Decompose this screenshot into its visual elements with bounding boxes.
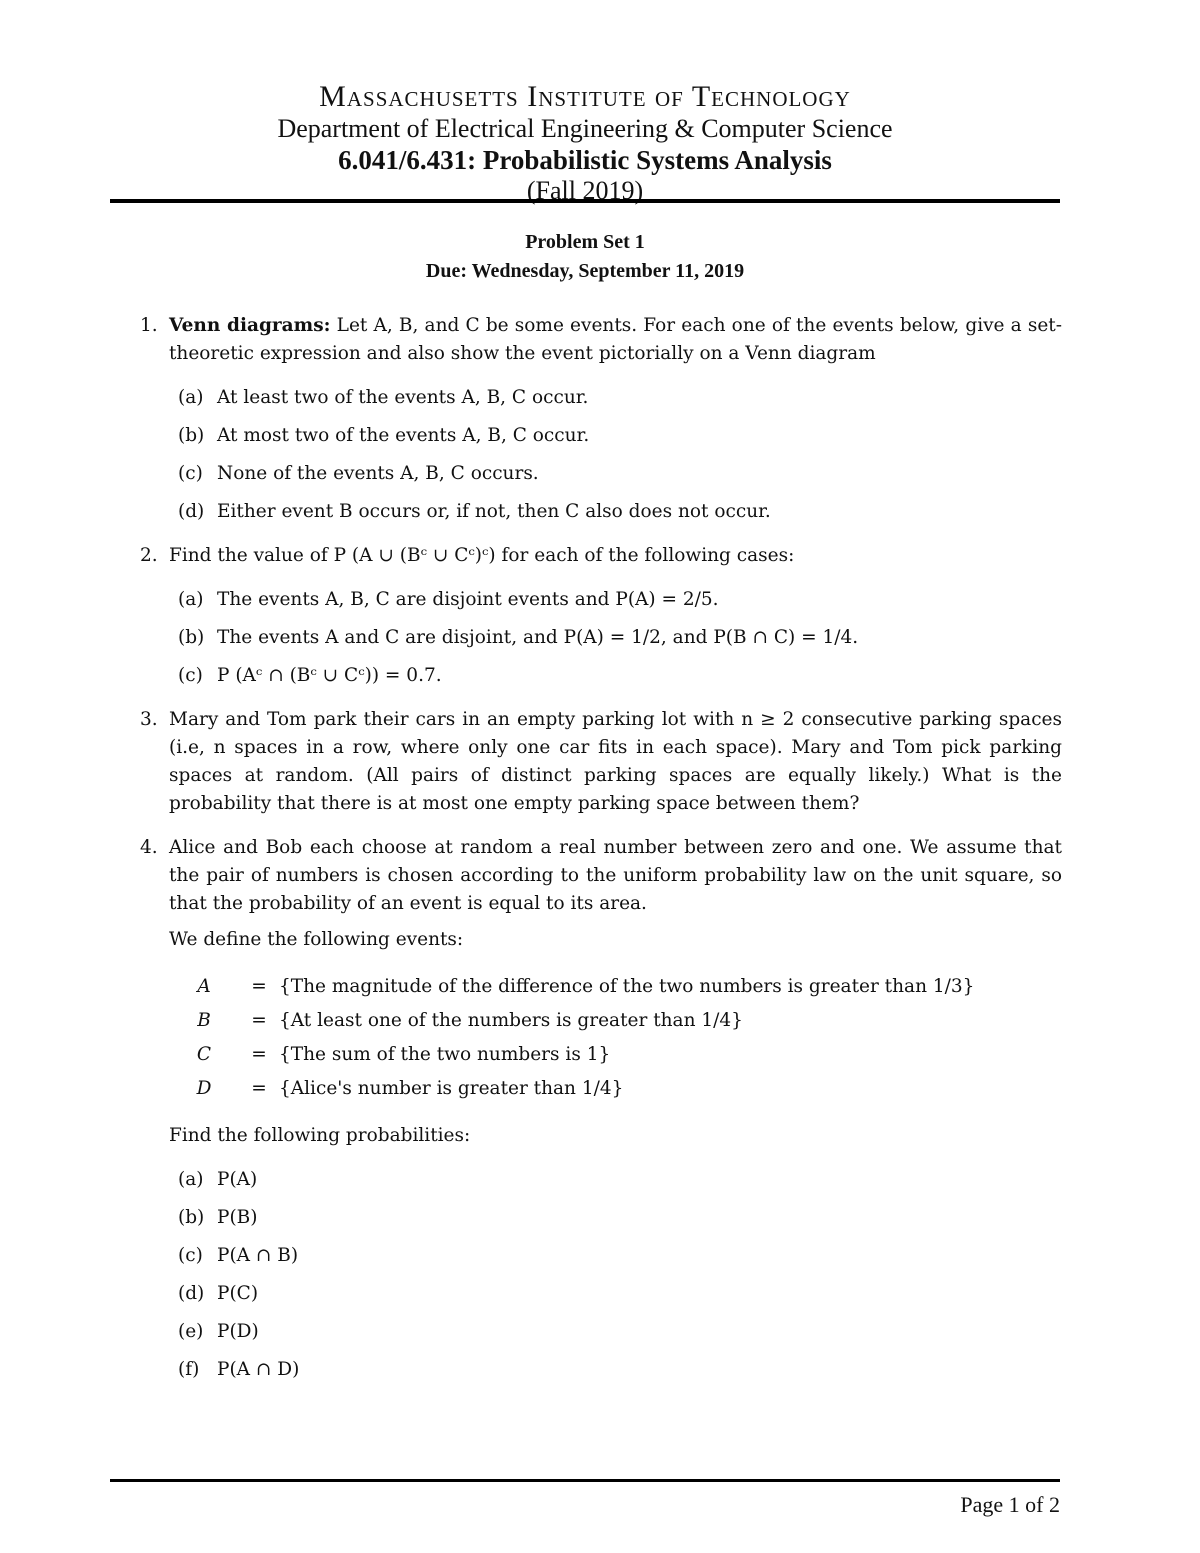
define-intro: We define the following events:	[169, 929, 464, 950]
subpart	[169, 1318, 1062, 1346]
problem-text	[169, 312, 1062, 368]
problem-number: 2.	[140, 545, 158, 566]
problem-4	[140, 834, 1062, 1384]
subpart-label: (e)	[178, 1321, 204, 1342]
subpart	[169, 586, 1062, 614]
document-header	[0, 80, 1170, 206]
term: (Fall 2019)	[526, 176, 644, 205]
subpart-label: (c)	[178, 1245, 203, 1266]
subpart-text: The events A, B, C are disjoint events and P(A) = 2/5.	[217, 589, 719, 610]
subpart-list	[169, 586, 1062, 690]
subpart-label: (a)	[178, 387, 204, 408]
subpart-text: At least two of the events A, B, C occur.	[217, 387, 589, 408]
problem-body: Let A, B, and C be some events. For each one of the events below, give a set-theoretic expression and also show the event pictorially on a Venn diagram	[169, 315, 1062, 364]
subpart	[169, 460, 1062, 488]
header-rule	[110, 199, 1060, 203]
subpart	[169, 662, 1062, 690]
find-intro: Find the following probabilities:	[169, 1125, 471, 1146]
subpart-text: The events A and C are disjoint, and P(A) = 1/2, and P(B ∩ C) = 1/4.	[217, 627, 859, 648]
event-symbol: B	[197, 1010, 211, 1031]
problem-2	[140, 542, 1062, 690]
event-symbol: A	[197, 976, 211, 997]
event-description: {The magnitude of the difference of the two numbers is greater than 1/3}	[279, 976, 975, 997]
page-number: Page 1 of 2	[960, 1492, 1060, 1517]
problem-set-titles	[0, 228, 1170, 286]
problem-body: Find the value of	[169, 545, 328, 566]
problem-3	[140, 706, 1062, 818]
problem-body: Mary and Tom park their cars in an empty parking lot with n ≥ 2 consecutive parking spaces (i.e, n spaces in a row, where only one car fits in each space). Mary and Tom pick parking spaces at random. (All pairs of distinct parking spaces are equally likely.) What is the probability that there is at most one empty parking space between them?	[169, 709, 1062, 814]
subpart-label: (d)	[178, 501, 205, 522]
problem-body-end: for each of the following cases:	[501, 545, 795, 566]
subpart-label: (f)	[178, 1359, 200, 1380]
department-name: Department of Electrical Engineering & Computer Science	[277, 114, 893, 143]
event-description: {The sum of the two numbers is 1}	[279, 1044, 611, 1065]
subpart-list	[169, 1166, 1062, 1384]
subpart-label: (b)	[178, 425, 205, 446]
equals-sign: =	[251, 1078, 267, 1099]
subpart-text: Either event B occurs or, if not, then C also does not occur.	[217, 501, 771, 522]
subpart	[169, 1280, 1062, 1308]
problem-body: Alice and Bob each choose at random a real number between zero and one. We assume that the pair of numbers is chosen according to the uniform probability law on the unit square, so that the probability of an event is equal to its area.	[169, 837, 1062, 914]
event-definition	[169, 1004, 1062, 1038]
problem-heading: Venn diagrams:	[169, 315, 331, 336]
equals-sign: =	[251, 1044, 267, 1065]
subpart	[169, 1242, 1062, 1270]
event-symbol: C	[196, 1044, 212, 1065]
subpart-label: (c)	[178, 463, 203, 484]
subpart-text: P(D)	[217, 1321, 259, 1342]
event-symbol: D	[196, 1078, 212, 1099]
course-title: 6.041/6.431: Probabilistic Systems Analysis	[338, 145, 832, 175]
subpart-list	[169, 384, 1062, 526]
subpart-text: None of the events A, B, C occurs.	[217, 463, 539, 484]
problem-list	[140, 312, 1062, 1400]
subpart-label: (b)	[178, 627, 205, 648]
event-definition	[169, 1038, 1062, 1072]
probability-expression: P (A ∪ (Bᶜ ∪ Cᶜ)ᶜ)	[333, 545, 496, 566]
subpart-text: P(A ∩ B)	[217, 1245, 299, 1266]
subpart-text: P(A)	[217, 1169, 258, 1190]
problem-number: 1.	[140, 315, 158, 336]
problem-text	[169, 542, 1062, 570]
subpart	[169, 624, 1062, 652]
problem-number: 4.	[140, 837, 158, 858]
event-description: {Alice's number is greater than 1/4}	[279, 1078, 624, 1099]
event-description: {At least one of the numbers is greater than 1/4}	[279, 1010, 743, 1031]
subpart-label: (a)	[178, 589, 204, 610]
equals-sign: =	[251, 1010, 267, 1031]
subpart-label: (d)	[178, 1283, 205, 1304]
subpart	[169, 422, 1062, 450]
subpart-text: P(C)	[217, 1283, 259, 1304]
subpart	[169, 1204, 1062, 1232]
subpart-label: (c)	[178, 665, 203, 686]
subpart-text: P(A ∩ D)	[217, 1359, 300, 1380]
subpart	[169, 384, 1062, 412]
subpart-text: P (Aᶜ ∩ (Bᶜ ∪ Cᶜ)) = 0.7.	[217, 665, 442, 686]
equals-sign: =	[251, 976, 267, 997]
subpart-text: P(B)	[217, 1207, 258, 1228]
problem-number: 3.	[140, 709, 158, 730]
event-definition	[169, 1072, 1062, 1106]
institution-name: Massachusetts Institute of Technology	[319, 80, 851, 113]
subpart	[169, 498, 1062, 526]
event-definitions	[169, 970, 1062, 1106]
subpart-text: At most two of the events A, B, C occur.	[217, 425, 590, 446]
subpart	[169, 1356, 1062, 1384]
problem-1	[140, 312, 1062, 526]
footer-rule	[110, 1479, 1060, 1482]
subpart	[169, 1166, 1062, 1194]
problem-set-title: Problem Set 1	[525, 231, 645, 253]
subpart-label: (a)	[178, 1169, 204, 1190]
subpart-label: (b)	[178, 1207, 205, 1228]
event-definition	[169, 970, 1062, 1004]
due-date: Due: Wednesday, September 11, 2019	[425, 260, 745, 282]
